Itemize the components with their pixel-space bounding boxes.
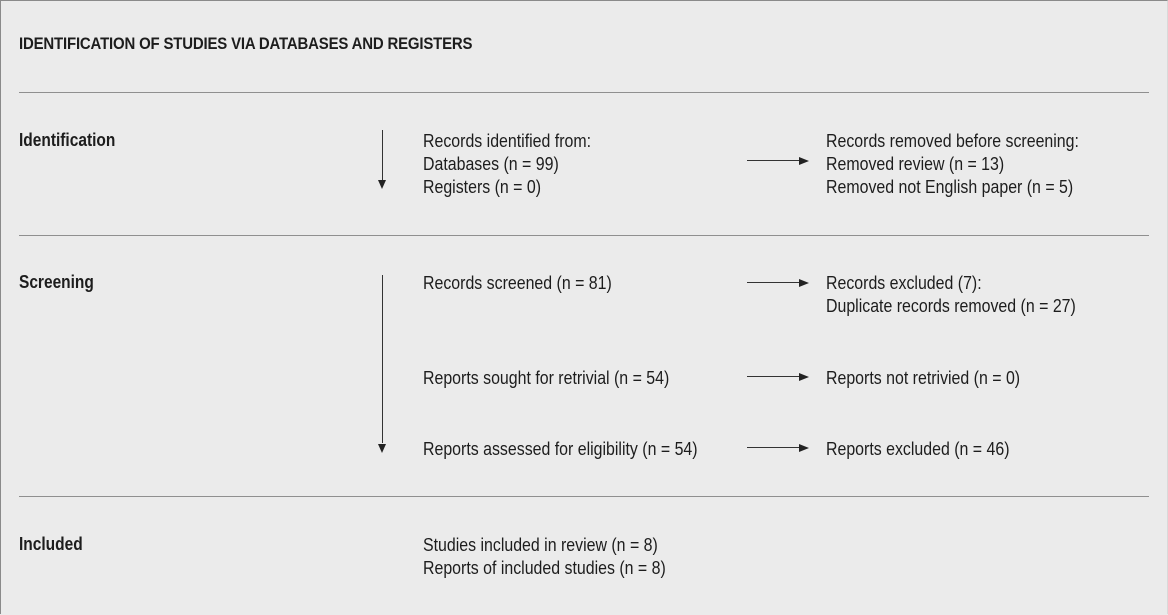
records-identified-databases: Databases (n = 99): [423, 153, 559, 174]
down-arrow-icon: [378, 444, 386, 453]
duplicate-records-removed: Duplicate records removed (n = 27): [826, 295, 1076, 316]
flow-line-identification: [382, 130, 383, 180]
reports-not-retrieved: Reports not retrivied (n = 0): [826, 367, 1021, 388]
records-screened: Records screened (n = 81): [423, 272, 612, 293]
stage-label-included: Included: [19, 534, 83, 554]
right-arrow-icon: [747, 279, 809, 287]
reports-not-retrieved-box: [826, 366, 1020, 389]
reports-of-included-studies: Reports of included studies (n = 8): [423, 557, 666, 578]
records-excluded-heading: Records excluded (7):: [826, 272, 982, 293]
down-arrow-icon: [378, 180, 386, 189]
records-identified-registers: Registers (n = 0): [423, 176, 542, 197]
reports-sought: Reports sought for retrivial (n = 54): [423, 367, 670, 388]
reports-excluded-box: [826, 437, 1010, 460]
right-arrow-icon: [747, 373, 809, 381]
diagram-title: IDENTIFICATION OF STUDIES VIA DATABASES AND REGISTERS: [19, 34, 473, 53]
right-arrow-icon: [747, 157, 809, 165]
stage-label-screening: Screening: [19, 272, 94, 292]
records-excluded-box: [826, 271, 1076, 317]
records-identified-heading: Records identified from:: [423, 130, 592, 151]
records-removed-review: Removed review (n = 13): [826, 153, 1005, 174]
records-removed-heading: Records removed before screening:: [826, 130, 1079, 151]
section-divider-top: [19, 92, 1149, 93]
reports-excluded: Reports excluded (n = 46): [826, 438, 1010, 459]
reports-assessed-box: [423, 437, 698, 460]
records-identified-box: [423, 129, 591, 198]
flow-line-screening: [382, 275, 383, 443]
right-arrow-icon: [747, 444, 809, 452]
studies-included-box: [423, 533, 666, 579]
section-divider-screening: [19, 235, 1149, 236]
studies-included-in-review: Studies included in review (n = 8): [423, 534, 658, 555]
records-removed-language: Removed not English paper (n = 5): [826, 176, 1074, 197]
section-divider-included: [19, 496, 1149, 497]
reports-sought-box: [423, 366, 669, 389]
records-screened-box: [423, 271, 612, 294]
records-removed-box: [826, 129, 1079, 198]
reports-assessed: Reports assessed for eligibility (n = 54): [423, 438, 698, 459]
stage-label-identification: Identification: [19, 130, 116, 150]
